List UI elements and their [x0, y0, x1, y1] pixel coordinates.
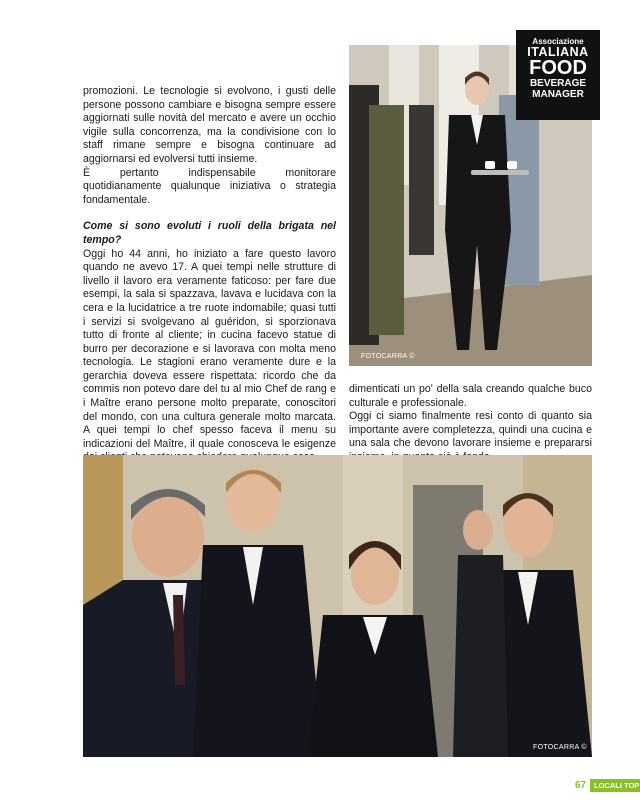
photo-staff-illustration [83, 455, 592, 757]
interview-question: Come si sono evoluti i ruoli della brigata nel tempo? [83, 220, 336, 246]
photo-credit-top: FOTOCARRA © [361, 353, 415, 360]
logo-line-2: ITALIANA [527, 45, 589, 59]
logo-line-5: MANAGER [532, 89, 584, 100]
article-column-right [349, 383, 592, 465]
photo-staff-group [83, 455, 592, 757]
section-tag: LOCALI TOP [590, 779, 640, 792]
paragraph: dimenticati un po' della sala creando qualche buco culturale e professionale. [349, 383, 592, 409]
logo-line-1: Associazione [532, 37, 584, 46]
logo-line-4: BEVERAGE [529, 78, 587, 89]
logo-line-3: FOOD [529, 57, 587, 79]
page-number: 67 [575, 780, 587, 791]
paragraph: Oggi ci siamo finalmente resi conto di quanto sia importante avere completezza, quindi una cucina e una sala che devono lavorare insieme e prepararsi [349, 410, 592, 450]
paragraph: promozioni. Le tecnologie si evolvono, i gusti delle persone possono cambiare e bisogna sempre essere aggiornati sulle novità del mercato e avere un occhio vigile sulla concorrenza, ma la condivisione con lo staff rimane sempre e bisogna continuare ad aggiornarsi ed evolversi tutti insieme. [83, 85, 336, 165]
photo-credit-bottom: FOTOCARRA © [533, 744, 587, 751]
paragraph: È pertanto indispensabile monitorare quotidianamente qualunque iniziativa o strategia fondamentale. [83, 166, 336, 206]
paragraph: Oggi ho 44 anni, ho iniziato a fare questo lavoro quando ne avevo 17. A quei tempi nelle strutture di livello il lavoro era veramente faticoso: per fare due esempi, la sala si spazzava, lavava e lucidava con la cera e la lucidatrice a tre ruote indomabile; quasi tutti i servizi si svolgevano al guéridon, si sporzionava tutto di fronte al cliente; in cucina facevo statue di burro per decorazione e si lavorava con molta meno tecnologia. Le stagioni erano veramente dure e la gerarchia doveva essere rispettata: ricordo che da commis non potevo dare del tu al mio Chef de rang e i Maître erano persone molto preparate, conoscitori del mondo, con una cultura generale molto marcata. A quei tempi lo chef spesso faceva il menu su indicazioni del Maître, il quale conosceva le esigenze [83, 247, 336, 450]
association-logo [516, 30, 600, 120]
